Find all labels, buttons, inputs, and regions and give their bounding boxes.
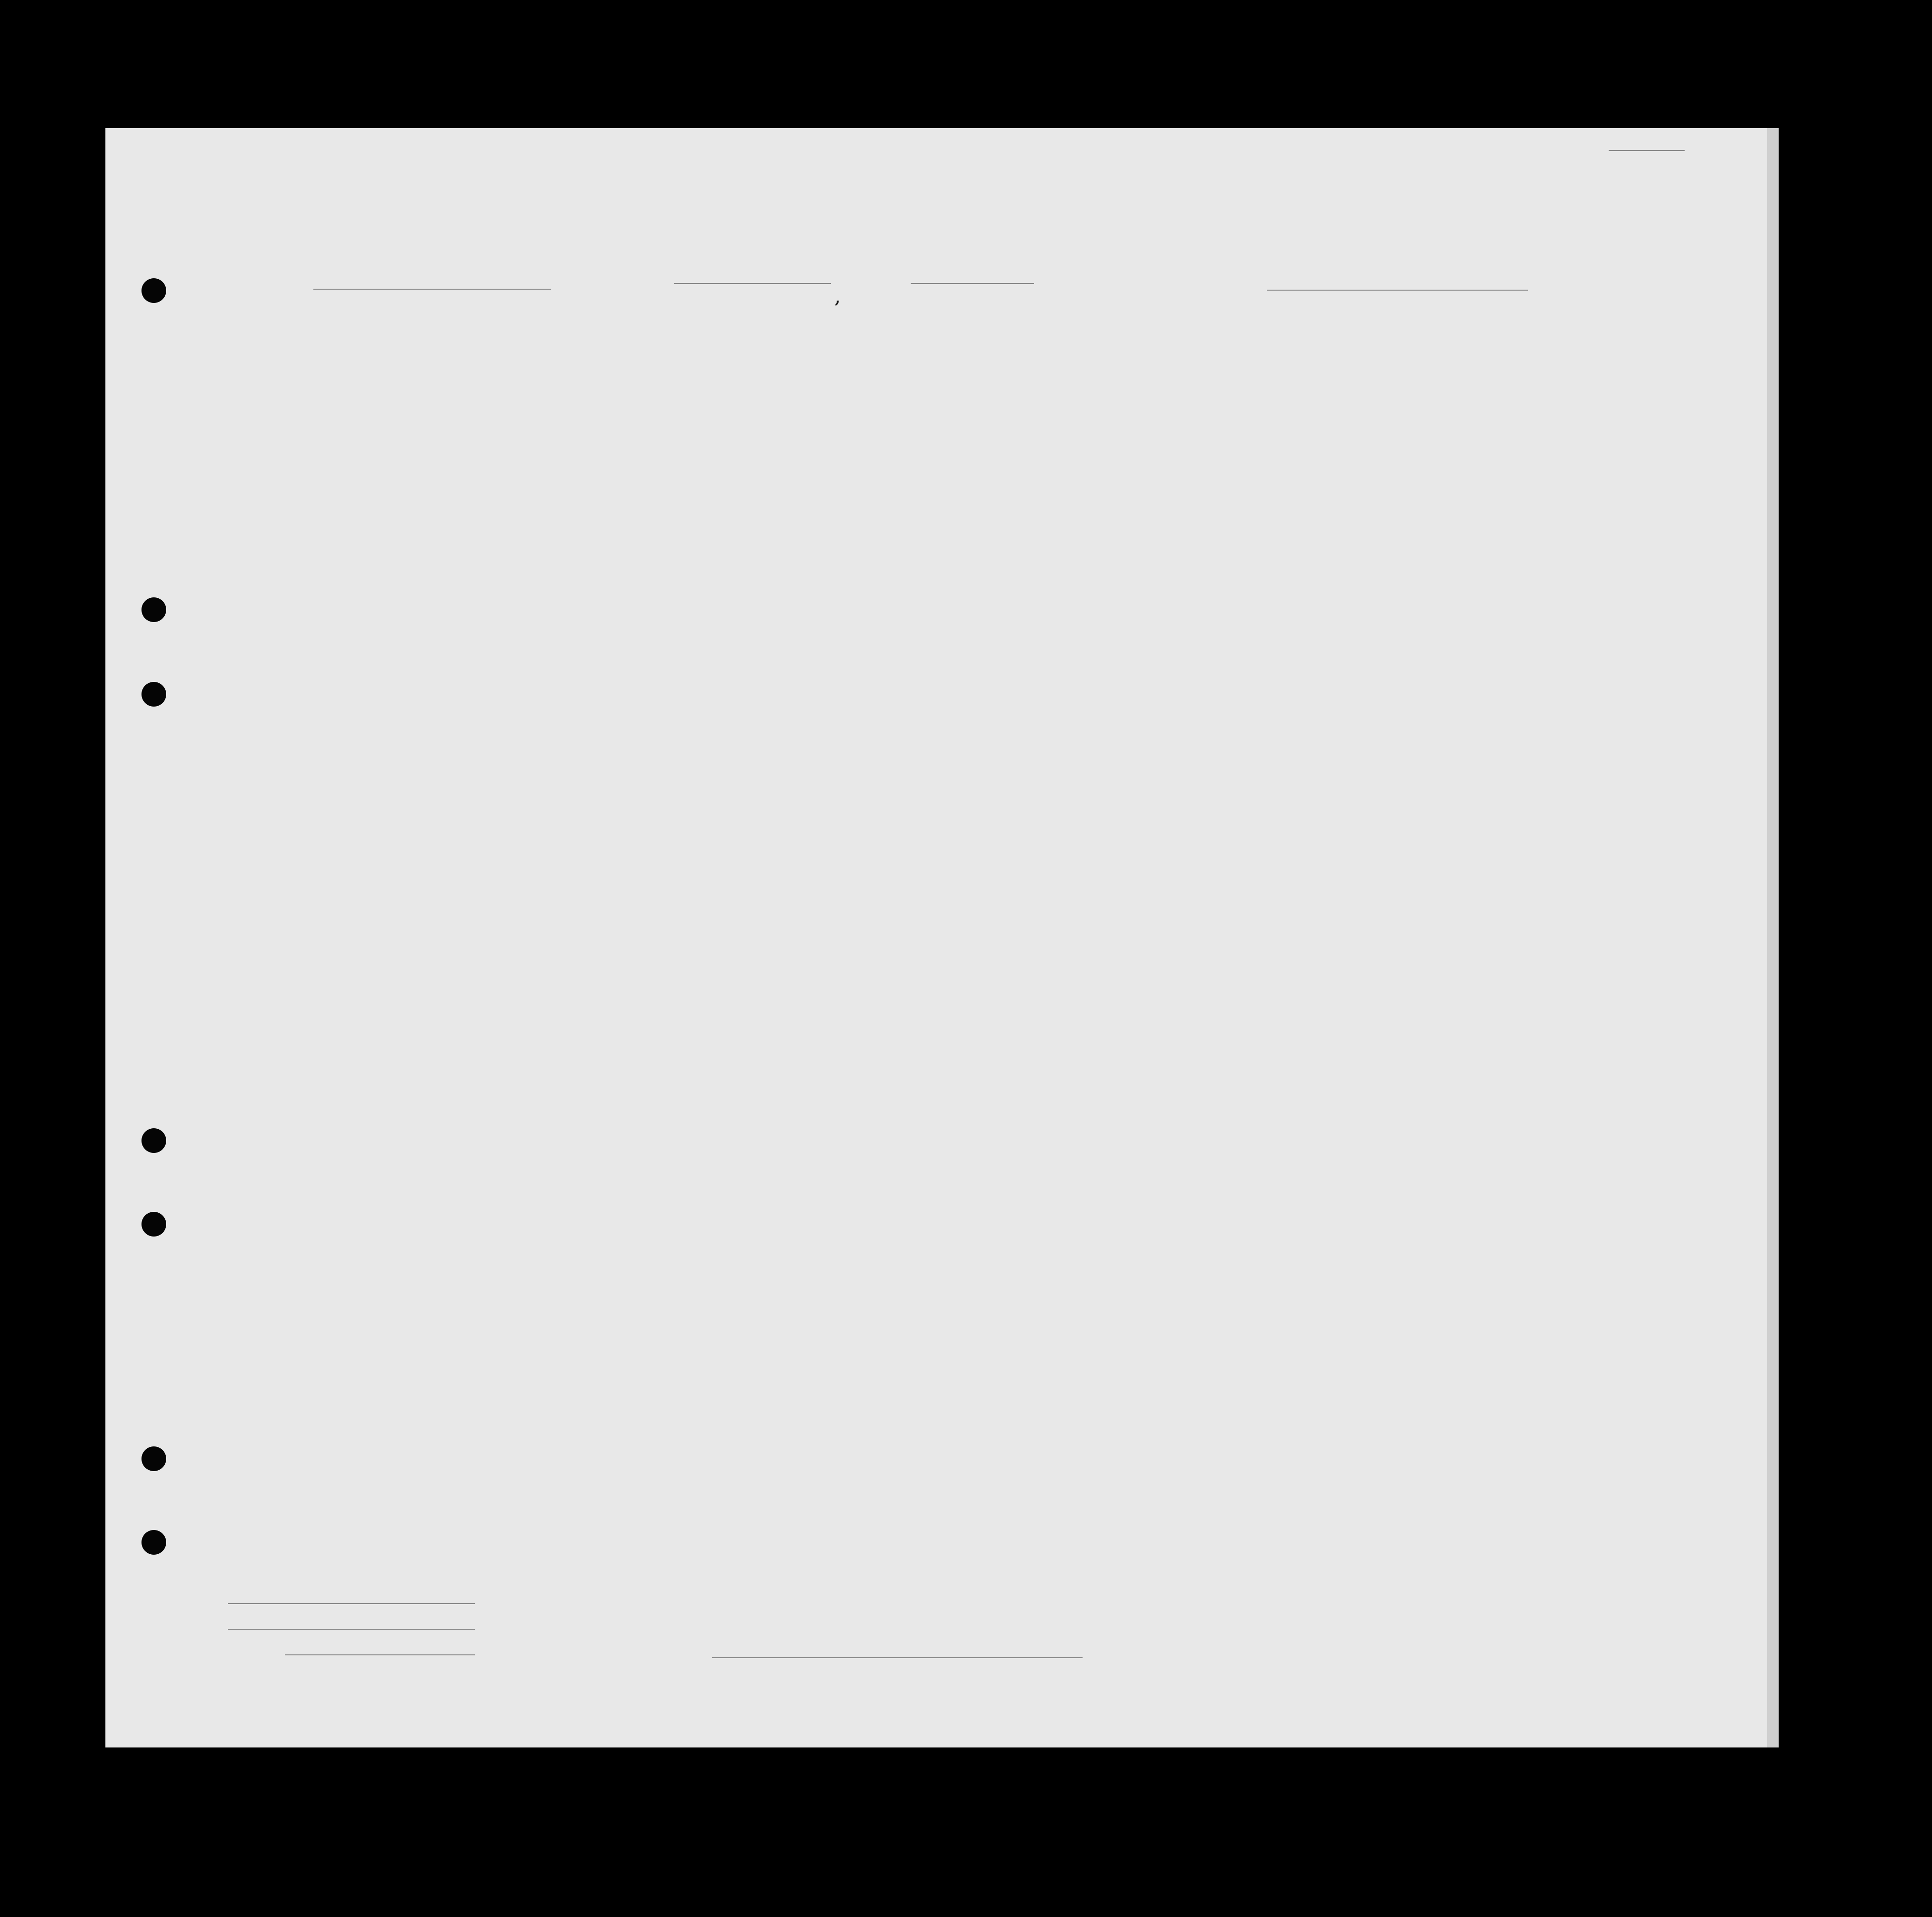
- binder-hole: [141, 1128, 166, 1153]
- line-value: [228, 1603, 475, 1604]
- comma-separator: ,: [834, 284, 841, 308]
- binder-hole: [141, 1446, 166, 1471]
- signature-line: [712, 1657, 1083, 1658]
- departure-port: [1267, 290, 1528, 291]
- sheet-edge: [1767, 128, 1779, 1747]
- manifest-sheet: [105, 128, 1767, 1747]
- local-agents-value: [285, 1654, 475, 1655]
- vessel-name: [313, 289, 551, 290]
- binder-hole: [141, 682, 166, 707]
- binder-hole: [141, 1212, 166, 1237]
- owners-value: [228, 1629, 475, 1630]
- sheet-number-value: [1609, 150, 1685, 151]
- binder-hole: [141, 278, 166, 303]
- arrival-date-stamp: [911, 283, 1034, 284]
- binder-hole: [141, 1530, 166, 1555]
- binder-hole: [141, 597, 166, 622]
- arriving-port: [674, 283, 831, 284]
